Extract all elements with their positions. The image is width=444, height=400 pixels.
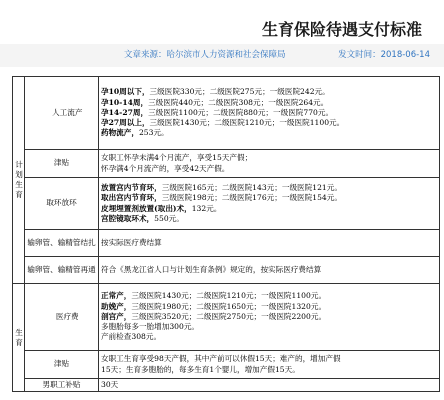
list-item [101, 98, 437, 108]
item-keyword: 孕10周以下， [101, 87, 150, 97]
item-keyword: 助娩产， [101, 301, 132, 311]
category-cell-jihua [13, 77, 25, 284]
row-label-nanzhigong: 男职工补贴 [25, 379, 99, 392]
article-source [124, 44, 286, 67]
list-item [101, 118, 437, 128]
table-row [13, 77, 440, 150]
row-label-yiliao: 医疗费 [37, 284, 99, 351]
item-text: 多胞胎每多一胎增加300元。 [101, 322, 200, 332]
item-text: 三级医院1100元；二级医院880元；一级医院770元。 [148, 107, 334, 117]
list-item [101, 332, 437, 342]
list-item [101, 108, 437, 118]
row-detail-jintie [99, 150, 440, 178]
list-item: 15天；生育多胞胎的，每多生育1个婴儿，增加产假15天。 [101, 364, 300, 374]
row-detail-shengyu-jintie [99, 351, 440, 379]
item-text: 三级医院1980元；二级医院1650元；一级医院1320元。 [131, 301, 327, 311]
item-keyword: 孕10-14周， [101, 97, 149, 107]
blank-cell [25, 77, 37, 150]
source-value[interactable]: 哈尔滨市人力资源和社会保障局 [166, 50, 286, 60]
row-detail-shuluan: 按实际医疗费结算 [99, 230, 440, 257]
date-label: 发文时间： [338, 50, 381, 60]
list-item [101, 322, 437, 332]
benefit-standard-table [12, 76, 440, 392]
table-row [13, 379, 440, 392]
row-detail-zaitong: 符合《黑龙江省人口与计划生育条例》规定的，按实际医疗费结算 [99, 257, 440, 284]
category-cell-shengyu [13, 284, 25, 392]
list-item [101, 291, 437, 301]
item-text: 三级医院3520元；二级医院2750元；一级医院2200元。 [131, 311, 327, 321]
table-row [13, 257, 440, 284]
row-label-shuluan: 输卵管、输精管结扎 [25, 230, 99, 257]
table-row [13, 178, 440, 230]
row-detail-rengong [99, 77, 440, 150]
row-label-zaitong: 输卵管、输精管再通 [25, 257, 99, 284]
item-text: 三级医院165元；二级医院143元；一级医院121元。 [161, 183, 342, 193]
table-row [13, 230, 440, 257]
item-text: 三级医院1430元；二级医院1210元；一级医院1100元。 [149, 118, 345, 128]
row-label-shengyu-jintie: 津贴 [25, 351, 99, 379]
item-text: 三级医院440元；二级医院308元；一级医院264元。 [148, 97, 329, 107]
item-keyword: 取出宫内节育环， [101, 193, 162, 203]
row-label-quhuan: 取环放环 [25, 178, 99, 230]
article-date [338, 44, 430, 67]
list-item [101, 204, 437, 214]
list-item: 怀孕满4个月流产的，享受42天产假。 [101, 163, 230, 173]
item-keyword: 放置宫内节育环， [101, 183, 162, 193]
item-text: 三级医院198元；二级医院176元；一级医院154元。 [161, 193, 342, 203]
blank-cell [25, 284, 37, 351]
list-item [101, 214, 437, 224]
article-meta-bar [0, 44, 444, 67]
list-item: 女职工怀孕未满4个月流产，享受15天产假； [101, 153, 253, 163]
row-label-rengong: 人工流产 [37, 77, 99, 150]
item-text: 三级医院330元；二级医院275元；一级医院242元。 [149, 87, 330, 97]
row-detail-quhuan [99, 178, 440, 230]
list-item: 女职工生育享受98天产假，其中产前可以休假15天；难产的，增加产假 [101, 354, 341, 364]
list-item [101, 87, 437, 97]
table-row [13, 351, 440, 379]
item-keyword: 孕14-27周， [101, 107, 149, 117]
table-row [13, 150, 440, 178]
row-detail-yiliao [99, 284, 440, 351]
item-text: 三级医院1430元；二级医院1210元；一级医院1100元。 [131, 291, 327, 301]
item-text: 253元。 [138, 128, 169, 138]
row-label-jintie: 津贴 [25, 150, 99, 178]
item-text: 产前检查308元。 [101, 332, 162, 342]
table-row [13, 284, 440, 351]
item-keyword: 剖宫产， [101, 311, 132, 321]
item-keyword: 药物流产， [101, 128, 139, 138]
row-detail-nanzhigong: 30天 [99, 379, 440, 392]
item-keyword: 正常产， [101, 291, 132, 301]
list-item [101, 312, 437, 322]
category-label: 生育 [15, 327, 23, 347]
date-value: 2018-06-14 [380, 50, 430, 60]
item-keyword: 宫腔镜取环术， [101, 213, 155, 223]
list-item [101, 193, 437, 203]
item-text: 550元。 [154, 213, 184, 223]
list-item [101, 183, 437, 193]
source-label: 文章来源： [124, 50, 167, 60]
list-item [101, 302, 437, 312]
list-item [101, 128, 437, 138]
category-label: 计划生育 [15, 160, 23, 199]
item-text: 132元。 [191, 203, 222, 213]
page-title: 生育保险待遇支付标准 [261, 20, 422, 39]
item-keyword: 皮埋埋置剂放置(取出)术， [101, 203, 192, 213]
item-keyword: 孕27周以上， [101, 118, 150, 128]
